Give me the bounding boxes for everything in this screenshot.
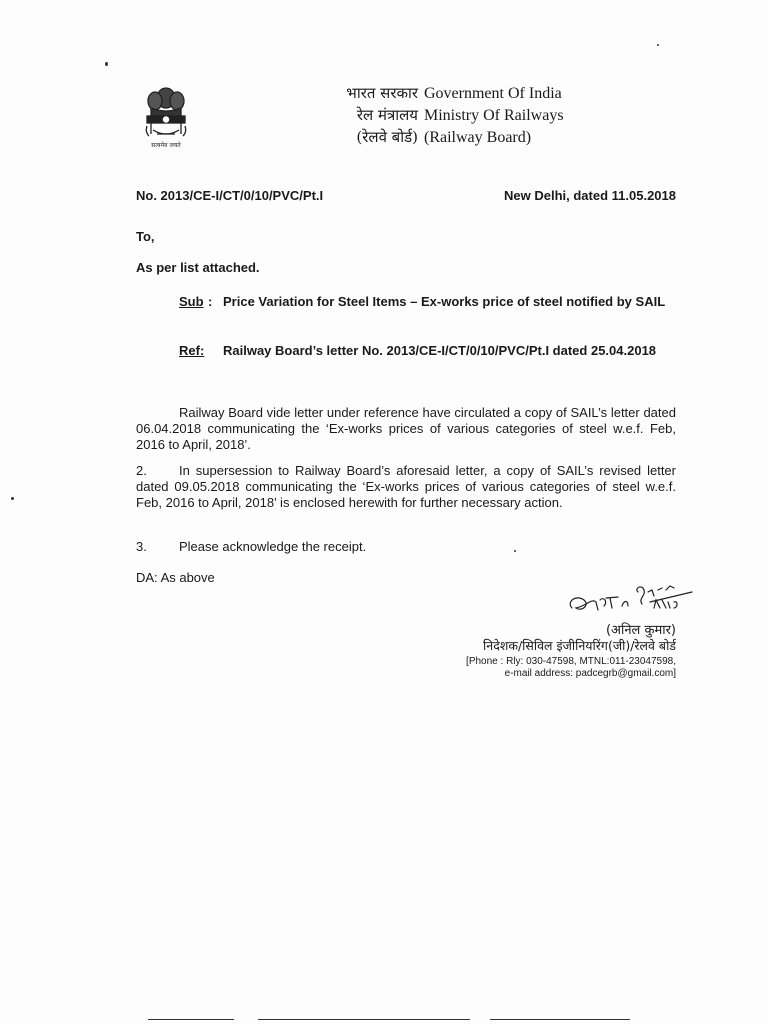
header-row-3 [285, 127, 531, 149]
paragraph-3-number: 3. [136, 539, 147, 554]
reference-label: Ref: [179, 343, 205, 358]
paragraph-2: In supersession to Railway Board’s aforesaid letter, a copy of SAIL’s revised letter dated 09.05.2018 communicating the ‘Ex-works prices of various categories of steel w.e.f. Feb, 2016 to April, 2018’ is enclosed herewith for further necessary action. [136, 463, 676, 510]
paragraph-2-number: 2. [136, 463, 147, 478]
header-ministry-of-railways: Ministry Of Railways [424, 107, 564, 124]
letter-number: No. 2013/CE-I/CT/0/10/PVC/Pt.I [136, 188, 324, 203]
header-hindi-ministry: रेल मंत्रालय [356, 106, 418, 124]
signatory-name: (अनिल कुमार) [605, 623, 676, 638]
scan-speck [105, 62, 108, 66]
reference-text: Railway Board’s letter No. 2013/CE-I/CT/0/10/PVC/Pt.I dated 25.04.2018 [223, 343, 657, 358]
svg-text:सत्यमेव जयते: सत्यमेव जयते [151, 142, 181, 149]
enclosure-note: DA: As above [136, 570, 215, 585]
addressee: As per list attached. [136, 260, 260, 275]
subject-label: Sub [179, 294, 204, 309]
reference-block [179, 342, 676, 359]
header-hindi-board: (रेलवे बोर्ड) [356, 128, 418, 146]
header-railway-board: (Railway Board) [424, 129, 532, 146]
footer-rule [258, 1019, 470, 1020]
scan-speck [657, 44, 659, 46]
footer-rule [148, 1019, 234, 1020]
paragraph-1: Railway Board vide letter under reference have circulated a copy of SAIL’s letter dated 06.04.2018 communicating the ‘Ex-works prices of various categories of steel w.e.f. Feb, 2016 to April, 2018’. [136, 405, 676, 452]
scan-speck [514, 550, 516, 552]
contact-email: e-mail address: padcegrb@gmail.com] [504, 668, 676, 679]
signatory-designation: निदेशक/सिविल इंजीनियरिंग(जी)/रेलवे बोर्ड [483, 638, 676, 653]
footer-rule [490, 1019, 630, 1020]
scan-speck [11, 497, 14, 500]
header-row-1 [285, 83, 562, 105]
paragraph-3: Please acknowledge the receipt. [179, 539, 367, 554]
subject-block [179, 293, 676, 310]
header-government-of-india: Government Of India [424, 85, 562, 102]
paragraph-2-block [136, 463, 676, 511]
state-emblem-logo [137, 82, 195, 152]
contact-phone: [Phone : Rly: 030-47598, MTNL:011-23047598, [466, 656, 676, 667]
subject-text: Price Variation for Steel Items – Ex-works price of steel notified by SAIL [223, 294, 666, 309]
header-row-2 [285, 105, 564, 127]
salutation-to: To, [136, 229, 155, 244]
subject-colon: : [208, 294, 213, 309]
handwritten-signature [562, 578, 697, 620]
header-hindi-government: भारत सरकार [346, 84, 418, 102]
letter-date: New Delhi, dated 11.05.2018 [504, 188, 676, 203]
